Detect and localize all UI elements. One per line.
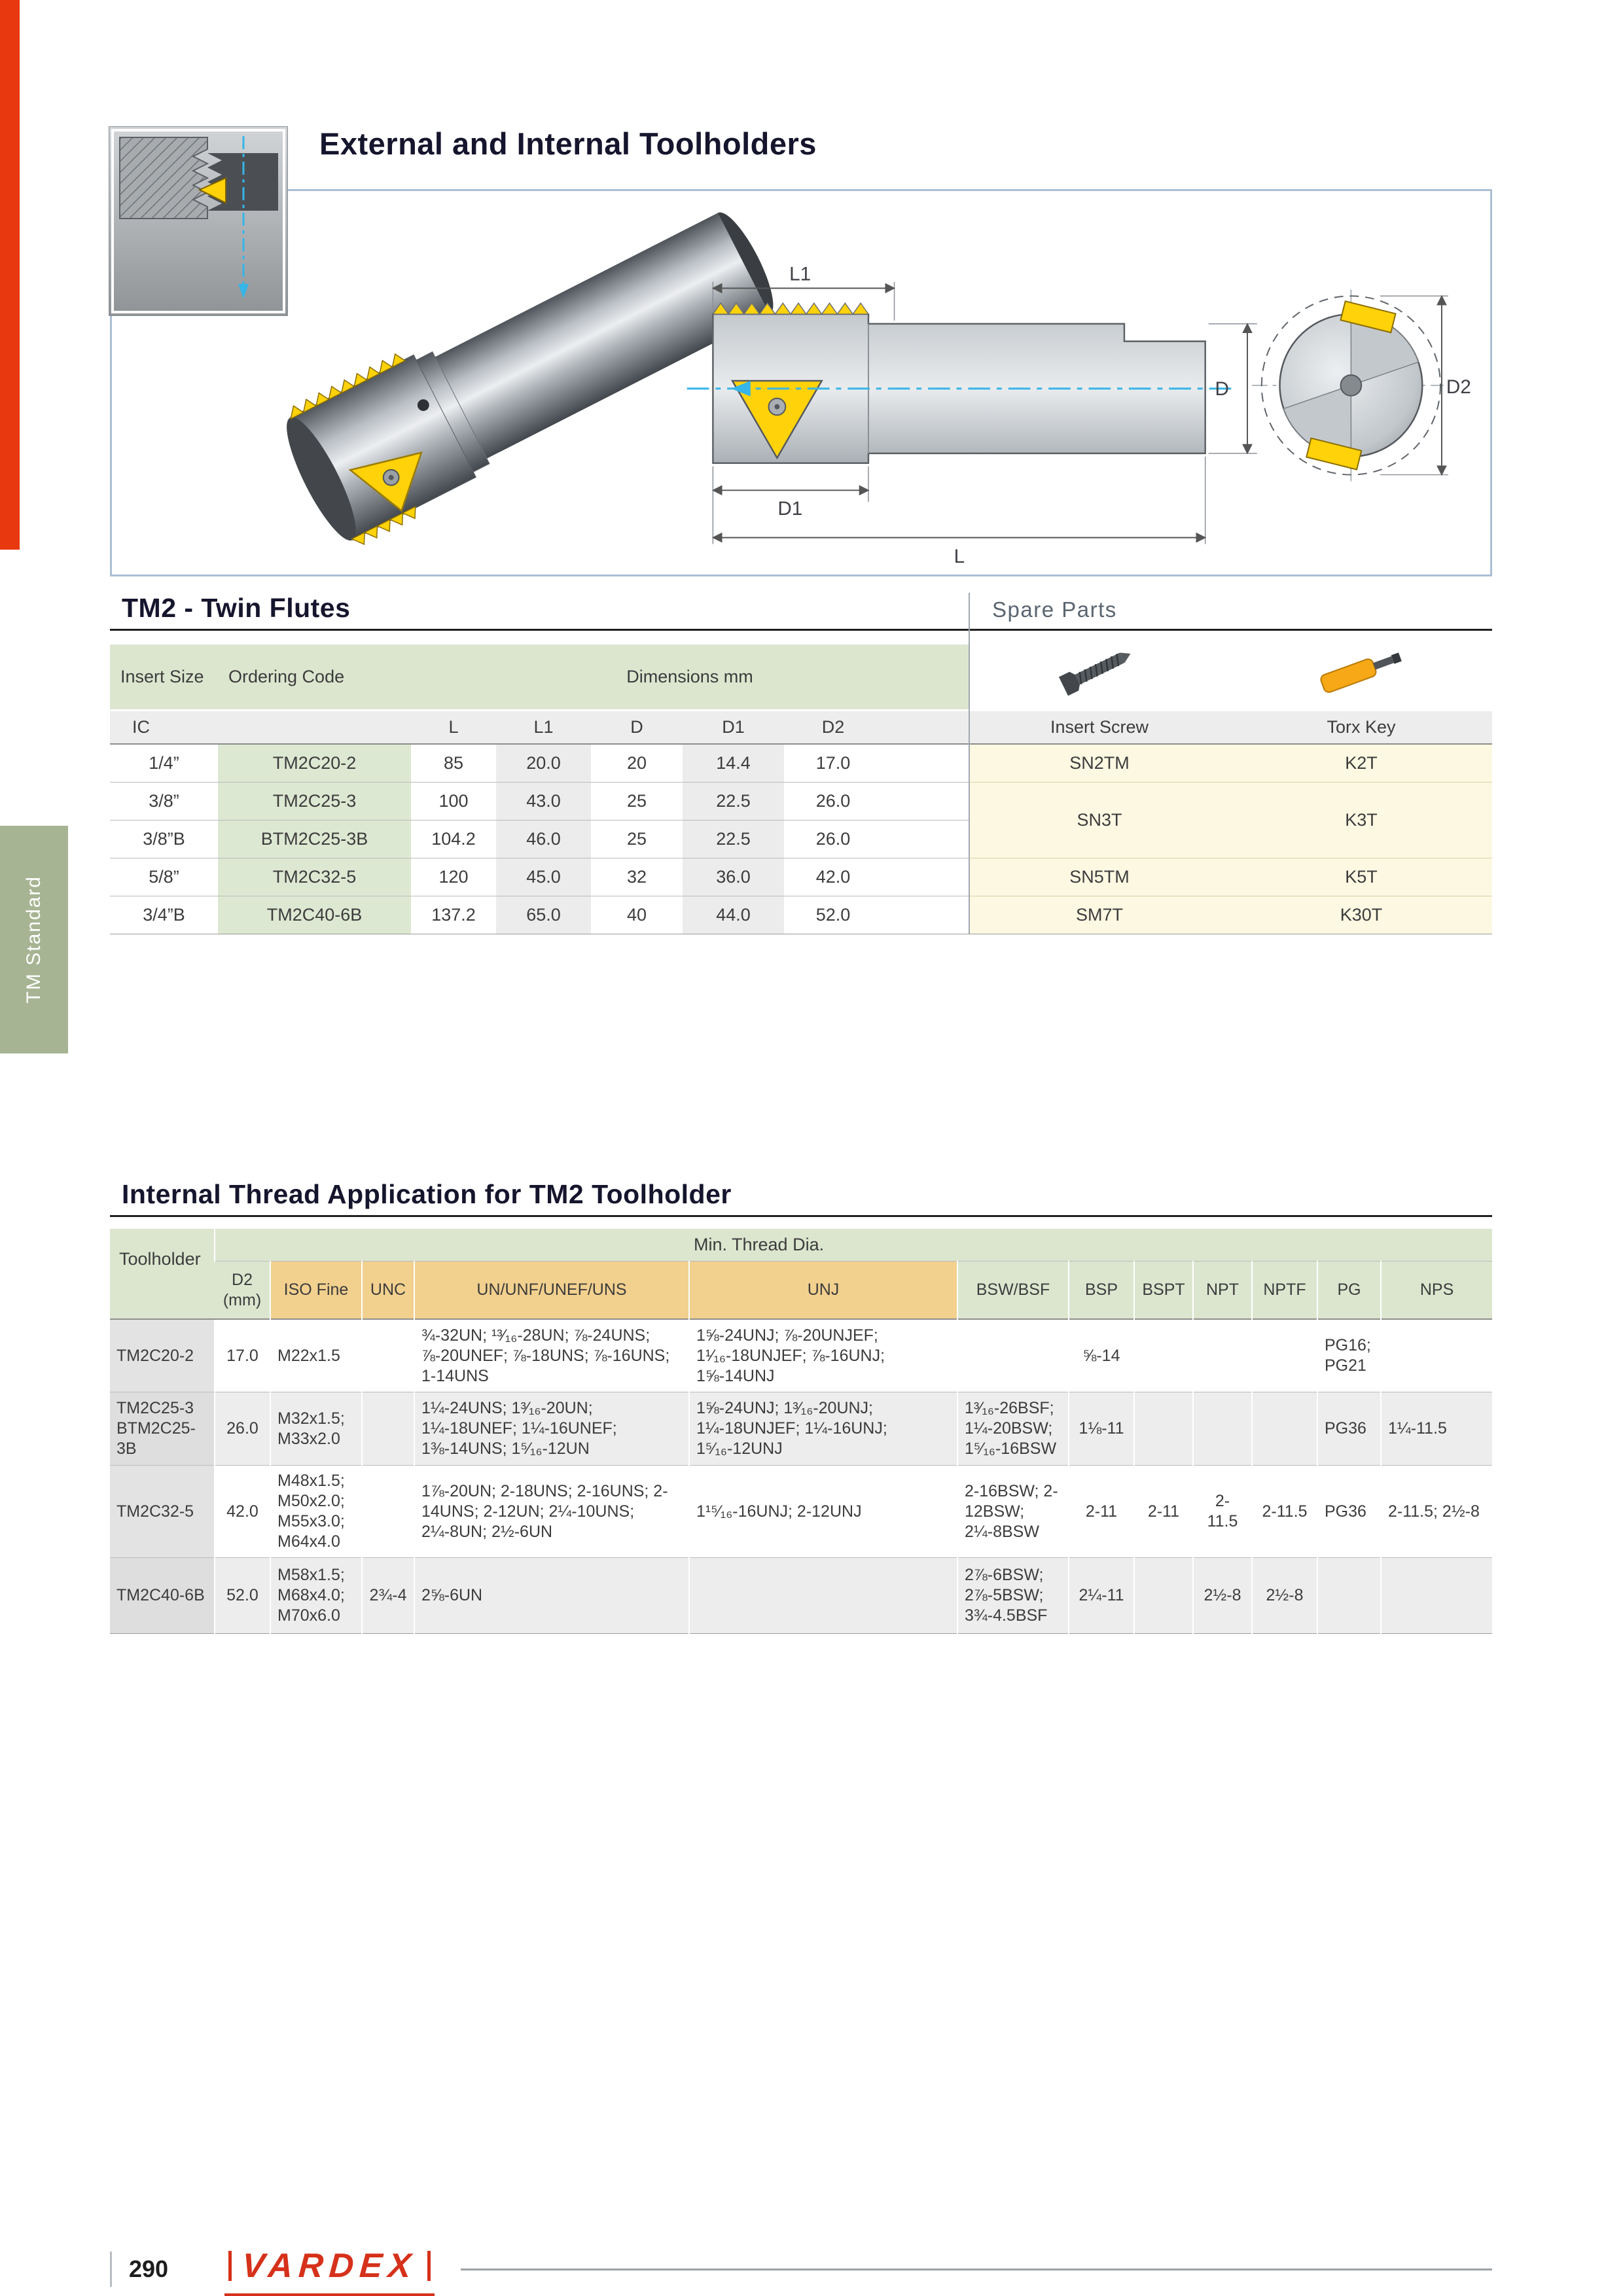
table-row (110, 1319, 1492, 1392)
table-row (110, 782, 1492, 820)
cell-un: ¾-32UN; ¹³⁄₁₆-28UN; ⅞-24UNS; ⅞-20UNEF; ⅞-18UNS; ⅞-16UNS; 1-14UNS (414, 1319, 689, 1392)
cell-unj: 1¹⁵⁄₁₆-16UNJ; 2-12UNJ (689, 1466, 957, 1558)
cell-code: TM2C32-5 (218, 858, 411, 896)
cell-iso: M32x1.5; M33x2.0 (270, 1392, 362, 1466)
cell-code: TM2C20-2 (218, 744, 411, 782)
cell-un: 2⅝-6UN (414, 1558, 689, 1634)
cell-bsp: ⅝-14 (1069, 1319, 1134, 1392)
cell-bsw: 2⅞-6BSW; 2⅞-5BSW; 3¾-4.5BSF (957, 1558, 1069, 1634)
t2-header-iso-fine: ISO Fine (270, 1262, 362, 1319)
cell-code: TM2C40-6B (218, 896, 411, 934)
table-row (110, 744, 1492, 782)
t1-header-d2: D2 (784, 710, 882, 744)
t1-header-ordering-code: Ordering Code (218, 645, 411, 710)
cell-l1: 43.0 (496, 782, 591, 820)
cell-d2: 17.0 (784, 744, 882, 782)
t2-header-bsp: BSP (1069, 1262, 1134, 1319)
cell-d2: 26.0 (784, 820, 882, 858)
cell-bspt (1134, 1558, 1193, 1634)
cell-d2: 52.0 (215, 1558, 270, 1634)
dim-label-l1: L1 (789, 263, 812, 285)
cell-unc: 2¾-4 (362, 1558, 414, 1634)
vardex-logo (224, 2242, 435, 2296)
toolholder-illustration-panel (110, 189, 1492, 576)
cell-screw: SN5TM (969, 858, 1230, 896)
cell-un: 1⅞-20UN; 2-18UNS; 2-16UNS; 2-14UNS; 2-12UN; 2¼-10UNS; 2¼-8UN; 2½-6UN (414, 1466, 689, 1558)
cell-d1: 22.5 (683, 820, 784, 858)
t1-header-dimensions: Dimensions mm (411, 645, 969, 710)
cell-l: 137.2 (411, 896, 496, 934)
cell-bsw (957, 1319, 1069, 1392)
cell-torx: K2T (1230, 744, 1492, 782)
t1-header-l1: L1 (496, 710, 591, 744)
application-thumbnail (109, 126, 288, 316)
cell-nps (1381, 1558, 1492, 1634)
cell-ic: 1/4” (110, 744, 218, 782)
side-tab-label: TM Standard (23, 875, 45, 1004)
t2-header-unj: UNJ (689, 1262, 957, 1319)
t2-header-unc: UNC (362, 1262, 414, 1319)
brand-name: VARDEX (241, 2247, 418, 2285)
cell-code: TM2C25-3 (218, 782, 411, 820)
t1-header-insert-size: Insert Size (110, 645, 218, 710)
cell-d2: 42.0 (215, 1466, 270, 1558)
page-title: External and Internal Toolholders (319, 126, 817, 161)
t2-header-bsw: BSW/BSF (957, 1262, 1069, 1319)
cell-nps: 1¼-11.5 (1381, 1392, 1492, 1466)
cell-d2: 26.0 (784, 782, 882, 820)
cell-bsw: 2-16BSW; 2-12BSW; 2¼-8BSW (957, 1466, 1069, 1558)
twin-flutes-table (110, 645, 1492, 934)
cell-bsw: 1³⁄₁₆-26BSF; 1¼-20BSW; 1⁵⁄₁₆-16BSW (957, 1392, 1069, 1466)
cell-d2: 26.0 (215, 1392, 270, 1466)
table1-title: TM2 - Twin Flutes (122, 593, 351, 623)
cell-ic: 3/8”B (110, 820, 218, 858)
cell-nps (1381, 1319, 1492, 1392)
cell-pg (1317, 1558, 1381, 1634)
cell-d1: 22.5 (683, 782, 784, 820)
t2-header-bspt: BSPT (1134, 1262, 1193, 1319)
cell-bspt (1134, 1319, 1193, 1392)
cell-unc (362, 1319, 414, 1392)
table-row (110, 896, 1492, 934)
t2-header-pg: PG (1317, 1262, 1381, 1319)
page-footer (110, 2244, 1492, 2294)
cell-npt (1193, 1319, 1252, 1392)
cell-bspt (1134, 1392, 1193, 1466)
cell-unj: 1⅝-24UNJ; ⅞-20UNJEF; 1¹⁄₁₆-18UNJEF; ⅞-16UNJ; 1⅝-14UNJ (689, 1319, 957, 1392)
t1-header-d: D (591, 710, 683, 744)
cell-l1: 65.0 (496, 896, 591, 934)
dim-label-d: D (1215, 378, 1229, 400)
cell-iso: M48x1.5; M50x2.0; M55x3.0; M64x4.0 (270, 1466, 362, 1558)
cell-d: 20 (591, 744, 683, 782)
t1-header-ic: IC (110, 710, 218, 744)
end-view-drawing (1252, 289, 1471, 481)
cell-pg: PG36 (1317, 1392, 1381, 1466)
dim-label-d2: D2 (1446, 376, 1471, 398)
side-tab-tm-standard (0, 826, 68, 1053)
cell-bsp: 1⅛-11 (1069, 1392, 1134, 1466)
cell-screw: SN2TM (969, 744, 1230, 782)
cell-screw: SN3T (969, 782, 1230, 858)
cell-npt: 2½-8 (1193, 1558, 1252, 1634)
cell-d: 25 (591, 782, 683, 820)
cell-npt (1193, 1392, 1252, 1466)
table2-heading-row (110, 1176, 1492, 1217)
dim-label-d1: D1 (777, 497, 803, 520)
cell-bsp: 2-11 (1069, 1466, 1134, 1558)
cell-ic: 5/8” (110, 858, 218, 896)
cell-screw: SM7T (969, 896, 1230, 934)
cell-bsp: 2¼-11 (1069, 1558, 1134, 1634)
cell-iso: M58x1.5; M68x4.0; M70x6.0 (270, 1558, 362, 1634)
cell-d2: 17.0 (215, 1319, 270, 1392)
cell-ic: 3/8” (110, 782, 218, 820)
cell-d2: 42.0 (784, 858, 882, 896)
toolholder-illustration (112, 191, 1490, 574)
cell-l1: 45.0 (496, 858, 591, 896)
t2-header-d2: D2 (mm) (215, 1262, 270, 1319)
cell-unc (362, 1392, 414, 1466)
cell-pg: PG16; PG21 (1317, 1319, 1381, 1392)
cell-iso: M22x1.5 (270, 1319, 362, 1392)
logo-bar-left (228, 2251, 232, 2281)
cell-npt: 2-11.5 (1193, 1466, 1252, 1558)
cell-nptf: 2½-8 (1252, 1558, 1317, 1634)
t2-header-nptf: NPTF (1252, 1262, 1317, 1319)
dim-label-l: L (954, 546, 965, 568)
cell-d2: 52.0 (784, 896, 882, 934)
cell-l: 100 (411, 782, 496, 820)
t1-header-filler (882, 710, 969, 744)
cell-toolholder: TM2C20-2 (110, 1319, 215, 1392)
spare-parts-divider (969, 593, 970, 934)
t2-header-min-thread: Min. Thread Dia. (215, 1229, 1492, 1262)
t2-header-nps: NPS (1381, 1262, 1492, 1319)
footer-rule (461, 2269, 1492, 2270)
cell-d1: 44.0 (683, 896, 784, 934)
cell-l: 104.2 (411, 820, 496, 858)
t1-header-torx-key: Torx Key (1230, 710, 1492, 744)
cell-unj (689, 1558, 957, 1634)
cell-pg: PG36 (1317, 1466, 1381, 1558)
t1-header-l: L (411, 710, 496, 744)
logo-bar-right (427, 2251, 431, 2281)
t1-header-insert-screw: Insert Screw (969, 710, 1230, 744)
cell-l: 85 (411, 744, 496, 782)
page-number-divider (110, 2252, 112, 2287)
t1-header-empty (218, 710, 411, 744)
table-row (110, 1392, 1492, 1466)
internal-thread-application-table (110, 1229, 1492, 1634)
application-thumbnail-graphic (109, 127, 287, 315)
cell-nptf (1252, 1392, 1317, 1466)
table-row (110, 858, 1492, 896)
cell-l: 120 (411, 858, 496, 896)
cell-l1: 46.0 (496, 820, 591, 858)
t2-header-npt: NPT (1193, 1262, 1252, 1319)
cell-d: 32 (591, 858, 683, 896)
page-edge-accent-bar (0, 0, 20, 550)
cell-nptf: 2-11.5 (1252, 1466, 1317, 1558)
cell-torx: K30T (1230, 896, 1492, 934)
cell-d: 25 (591, 820, 683, 858)
cell-d: 40 (591, 896, 683, 934)
cell-l1: 20.0 (496, 744, 591, 782)
t1-header-d1: D1 (683, 710, 784, 744)
cell-un: 1¼-24UNS; 1³⁄₁₆-20UN; 1¼-18UNEF; 1¼-16UNEF; 1⅜-14UNS; 1⁵⁄₁₆-12UN (414, 1392, 689, 1466)
cell-code: BTM2C25-3B (218, 820, 411, 858)
t2-header-un: UN/UNF/UNEF/UNS (414, 1262, 689, 1319)
table-row (110, 1558, 1492, 1634)
t2-header-toolholder: Toolholder (110, 1229, 215, 1319)
cell-torx: K5T (1230, 858, 1492, 896)
insert-screw-icon (969, 645, 1230, 710)
cell-toolholder: TM2C32-5 (110, 1466, 215, 1558)
cell-nps: 2-11.5; 2½-8 (1381, 1466, 1492, 1558)
table-row (110, 1466, 1492, 1558)
cell-ic: 3/4”B (110, 896, 218, 934)
cell-toolholder: TM2C25-3 BTM2C25-3B (110, 1392, 215, 1466)
spare-parts-title: Spare Parts (992, 597, 1117, 622)
cell-torx: K3T (1230, 782, 1492, 858)
cell-toolholder: TM2C40-6B (110, 1558, 215, 1634)
torx-key-icon (1230, 645, 1492, 710)
cell-unc (362, 1466, 414, 1558)
cell-unj: 1⅝-24UNJ; 1³⁄₁₆-20UNJ; 1¼-18UNJEF; 1¼-16UNJ; 1⁵⁄₁₆-12UNJ (689, 1392, 957, 1466)
cell-d1: 14.4 (683, 744, 784, 782)
cell-bspt: 2-11 (1134, 1466, 1193, 1558)
table2-title: Internal Thread Application for TM2 Toolholder (122, 1179, 732, 1209)
table1-heading-row (110, 590, 1492, 631)
cell-d1: 36.0 (683, 858, 784, 896)
cell-nptf (1252, 1319, 1317, 1392)
page-number: 290 (129, 2255, 169, 2282)
